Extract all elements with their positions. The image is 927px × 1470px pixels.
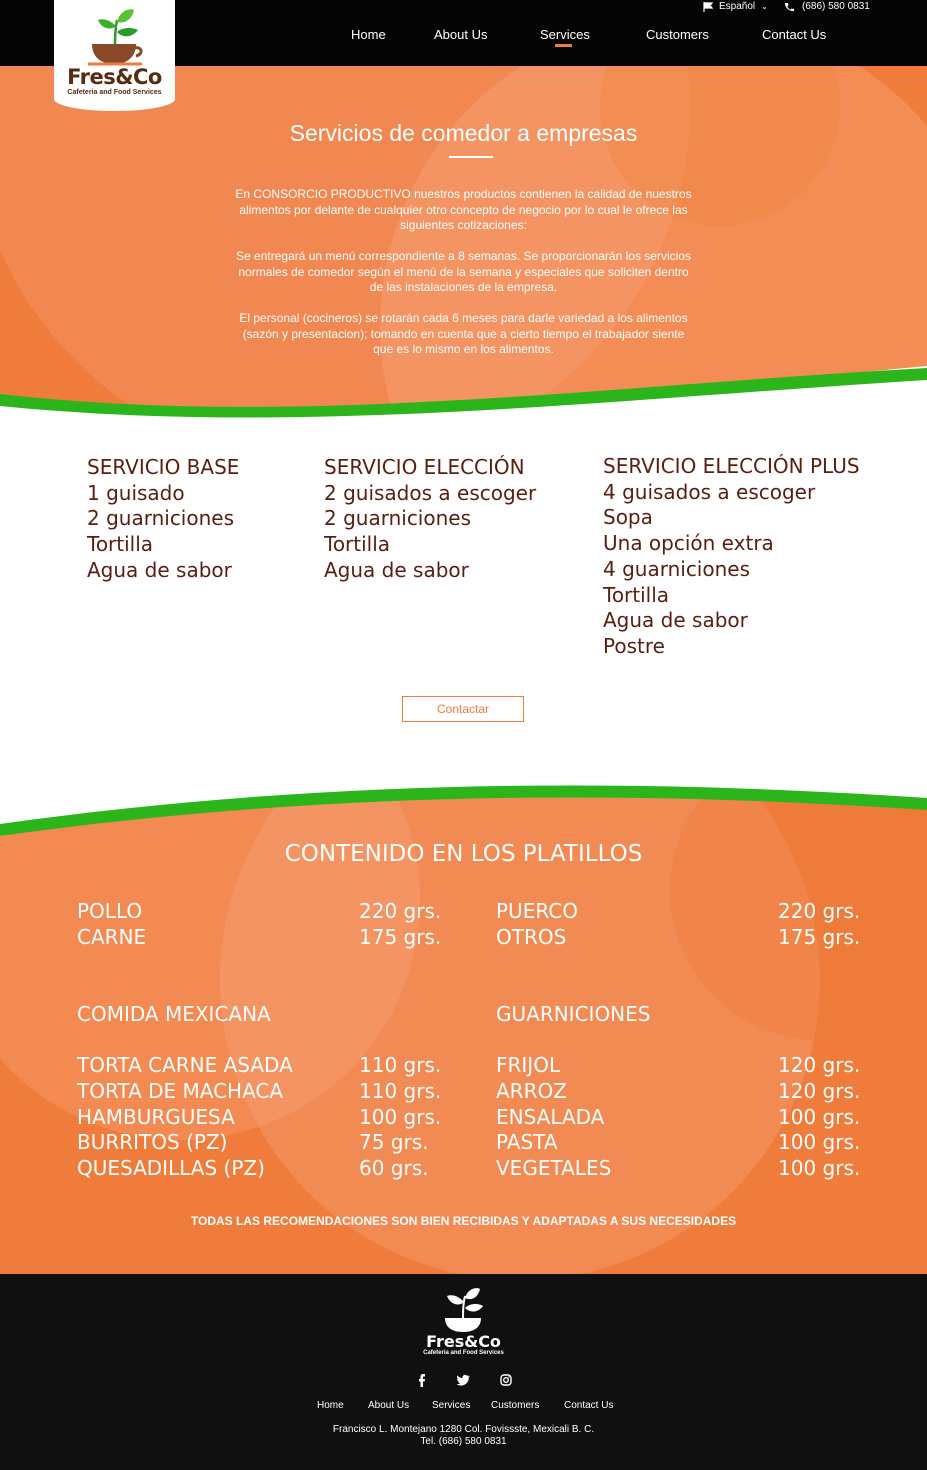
service-item: Tortilla [87, 532, 154, 557]
hero-paragraph-1: En CONSORCIO PRODUCTIVO nuestros productos contienen la calidad de nuestros alimentos por delante de cualquier otro concepto de negocio por lo cual le ofrece las siguientes cotizaciones: [235, 187, 692, 232]
service-item: 4 guisados a escoger [603, 479, 816, 504]
service-item: 4 guarniciones [603, 556, 751, 581]
dish-name: TORTA DE MACHACA [77, 1079, 284, 1103]
dish-name: BURRITOS (PZ) [77, 1130, 228, 1154]
logo[interactable] [54, 0, 175, 111]
service-item: Una opción extra [603, 531, 774, 556]
service-item: Agua de sabor [87, 557, 232, 582]
meat-name: CARNE [77, 925, 147, 949]
footer-logo-icon [417, 1286, 509, 1332]
service-item: 1 guisado [87, 480, 185, 505]
service-title: SERVICIO ELECCIÓN PLUS [603, 454, 860, 478]
hero-divider [449, 156, 493, 158]
footer-brand-name: Fres&Co [426, 1332, 501, 1351]
service-item: Postre [603, 633, 665, 658]
contenido-title: CONTENIDO EN LOS PLATILLOS [284, 841, 643, 867]
footer-nav-about[interactable]: About Us [368, 1400, 410, 1411]
side-weight: 120 grs. [778, 1053, 861, 1077]
meat-name: POLLO [77, 899, 143, 923]
nav-active-indicator [555, 44, 572, 47]
side-weight: 100 grs. [778, 1156, 861, 1180]
service-item: 2 guisados a escoger [324, 480, 537, 505]
hero-title: Servicios de comedor a empresas [289, 120, 638, 146]
side-weight: 120 grs. [778, 1079, 861, 1103]
side-name: ENSALADA [496, 1105, 605, 1129]
footer-address: Francisco L. Montejano 1280 Col. Fovissste, Mexicali B. C. [332, 1424, 595, 1435]
top-phone[interactable] [784, 1, 870, 12]
service-title: SERVICIO ELECCIÓN [324, 455, 525, 479]
meat-weight: 175 grs. [359, 925, 442, 949]
side-name: ARROZ [496, 1079, 567, 1103]
brand-tagline: Cafeteria and Food Services [67, 89, 162, 96]
brand-name: Fres&Co [67, 65, 162, 89]
meat-name: OTROS [496, 925, 567, 949]
service-eleccion [324, 455, 536, 584]
meat-name: PUERCO [496, 899, 578, 923]
contact-button[interactable]: Contactar [402, 696, 524, 722]
dish-weight: 60 grs. [359, 1156, 429, 1180]
twitter-icon[interactable] [454, 1371, 472, 1389]
footer-nav-customers[interactable]: Customers [491, 1400, 540, 1411]
phone-number: (686) 580 0831 [802, 1, 870, 12]
contenido-section [0, 780, 927, 1274]
nav-home[interactable]: Home [351, 27, 386, 42]
service-item: 2 guarniciones [324, 506, 472, 531]
service-title: SERVICIO BASE [87, 455, 240, 479]
hero-paragraph-2: Se entregará un menú correspondiente a 8 semanas. Se proporcionarán los servicios normales de comedor según el menú de la semana y especiales que soliciten dentro de las instalaciones de la empresa. [236, 249, 691, 294]
side-name: PASTA [496, 1130, 558, 1154]
service-item: 2 guarniciones [87, 506, 235, 531]
chevron-down-icon: ⌄ [761, 2, 768, 11]
dish-name: HAMBURGUESA [77, 1105, 235, 1129]
side-weight: 100 grs. [778, 1130, 861, 1154]
service-base [87, 455, 239, 584]
meat-weight: 220 grs. [778, 899, 861, 923]
coffee-plant-icon [76, 4, 154, 68]
dish-name: QUESADILLAS (PZ) [77, 1156, 265, 1180]
guarniciones-title: GUARNICIONES [496, 1002, 651, 1026]
footer-address-block [0, 1424, 927, 1448]
service-eleccion-plus [603, 454, 860, 660]
recommendations-note: TODAS LAS RECOMENDACIONES SON BIEN RECIBIDAS Y ADAPTADAS A SUS NECESIDADES [190, 1214, 737, 1228]
dish-weight: 110 grs. [359, 1079, 442, 1103]
dish-name: TORTA CARNE ASADA [77, 1053, 293, 1077]
phone-icon [784, 2, 794, 12]
footer [0, 1274, 927, 1470]
nav-about[interactable]: About Us [434, 27, 488, 42]
instagram-icon[interactable] [497, 1371, 515, 1389]
footer-nav-contact[interactable]: Contact Us [564, 1400, 614, 1411]
facebook-icon[interactable] [413, 1371, 431, 1389]
side-name: FRIJOL [496, 1053, 561, 1077]
service-item: Agua de sabor [324, 557, 469, 582]
service-item: Sopa [603, 505, 653, 530]
language-label: Español [719, 1, 756, 12]
nav-customers[interactable]: Customers [646, 27, 709, 42]
footer-brand-tagline: Cafeteria and Food Services [423, 1350, 504, 1356]
footer-nav-home[interactable]: Home [317, 1400, 344, 1411]
mexicana-title: COMIDA MEXICANA [77, 1002, 271, 1026]
flag-icon [703, 2, 713, 12]
dish-weight: 100 grs. [359, 1105, 442, 1129]
service-item: Agua de sabor [603, 608, 748, 633]
hero-paragraph-3: El personal (cocineros) se rotarán cada 6 meses para darle variedad a los alimentos (sazón y presentacion); tomando en cuenta que a cierto tiempo el trabajador siente que es lo mismo en los alimentos. [239, 311, 688, 356]
side-name: VEGETALES [496, 1156, 612, 1180]
meat-weight: 220 grs. [359, 899, 442, 923]
nav-contact[interactable]: Contact Us [762, 27, 827, 42]
nav-services[interactable]: Services [540, 27, 590, 42]
dish-weight: 110 grs. [359, 1053, 442, 1077]
footer-phone: Tel. (686) 580 0831 [420, 1436, 507, 1447]
side-weight: 100 grs. [778, 1105, 861, 1129]
service-item: Tortilla [324, 532, 391, 557]
footer-nav-services[interactable]: Services [432, 1400, 471, 1411]
meat-weight: 175 grs. [778, 925, 861, 949]
service-item: Tortilla [603, 582, 670, 607]
language-selector[interactable] [703, 1, 768, 12]
dish-weight: 75 grs. [359, 1130, 429, 1154]
